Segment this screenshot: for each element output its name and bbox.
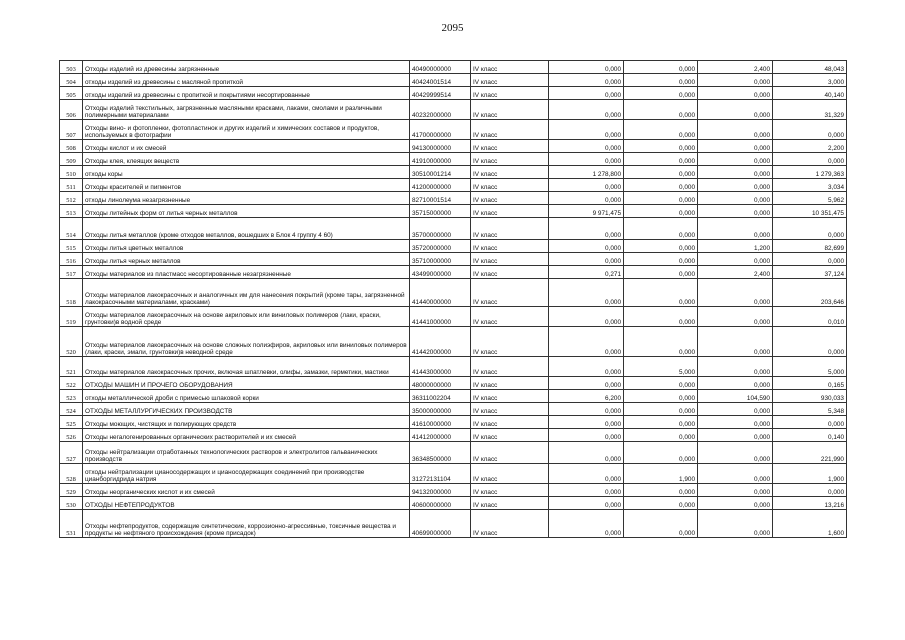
table-row (60, 416, 847, 429)
table-row (60, 253, 847, 266)
value-2: 0,000 (624, 61, 698, 74)
value-4: 1,900 (773, 464, 847, 484)
table-row (60, 429, 847, 442)
value-4: 3,000 (773, 74, 847, 87)
hazard-class: IV класс (471, 497, 549, 510)
value-4: 0,000 (773, 253, 847, 266)
waste-name: ОТХОДЫ МЕТАЛЛУРГИЧЕСКИХ ПРОИЗВОДСТВ (83, 403, 410, 416)
value-1: 0,000 (549, 416, 624, 429)
value-2: 0,000 (624, 510, 698, 538)
value-2: 1,900 (624, 464, 698, 484)
value-3: 0,000 (698, 497, 773, 510)
waste-code: 94132000000 (410, 484, 471, 497)
waste-name: Отходы литья цветных металлов (83, 240, 410, 253)
value-1: 0,000 (549, 240, 624, 253)
value-2: 0,000 (624, 416, 698, 429)
value-1: 0,000 (549, 403, 624, 416)
row-number: 523 (60, 390, 83, 403)
row-number: 511 (60, 179, 83, 192)
hazard-class: IV класс (471, 266, 549, 279)
value-4: 0,000 (773, 327, 847, 357)
hazard-class: IV класс (471, 240, 549, 253)
waste-name: Отходы изделий текстильных, загрязненные масляными красками, лаками, смолами и различными полимерными материалами (83, 100, 410, 120)
row-number: 524 (60, 403, 83, 416)
value-3: 104,590 (698, 390, 773, 403)
hazard-class: IV класс (471, 140, 549, 153)
row-number: 510 (60, 166, 83, 179)
value-2: 0,000 (624, 279, 698, 307)
value-4: 0,000 (773, 153, 847, 166)
row-number: 518 (60, 279, 83, 307)
hazard-class: IV класс (471, 484, 549, 497)
hazard-class: IV класс (471, 205, 549, 218)
value-1: 0,000 (549, 153, 624, 166)
value-3: 0,000 (698, 192, 773, 205)
value-3: 0,000 (698, 120, 773, 140)
hazard-class: IV класс (471, 416, 549, 429)
value-4: 221,990 (773, 442, 847, 464)
waste-name: Отходы литья черных металлов (83, 253, 410, 266)
waste-code: 94130000000 (410, 140, 471, 153)
hazard-class: IV класс (471, 153, 549, 166)
row-number: 509 (60, 153, 83, 166)
value-4: 37,124 (773, 266, 847, 279)
row-number: 521 (60, 357, 83, 377)
hazard-class: IV класс (471, 179, 549, 192)
value-2: 0,000 (624, 253, 698, 266)
value-1: 1 278,800 (549, 166, 624, 179)
row-number: 526 (60, 429, 83, 442)
value-4: 5,962 (773, 192, 847, 205)
table-row (60, 120, 847, 140)
value-3: 0,000 (698, 100, 773, 120)
waste-name: Отходы кислот и их смесей (83, 140, 410, 153)
value-4: 13,216 (773, 497, 847, 510)
waste-code: 41442000000 (410, 327, 471, 357)
table-row (60, 497, 847, 510)
waste-code: 41412000000 (410, 429, 471, 442)
waste-name: Отходы неорганических кислот и их смесей (83, 484, 410, 497)
value-2: 0,000 (624, 192, 698, 205)
value-2: 0,000 (624, 484, 698, 497)
hazard-class: IV класс (471, 307, 549, 327)
value-4: 0,000 (773, 218, 847, 240)
waste-code: 36348500000 (410, 442, 471, 464)
value-2: 0,000 (624, 100, 698, 120)
row-number: 512 (60, 192, 83, 205)
value-3: 0,000 (698, 510, 773, 538)
table-row (60, 484, 847, 497)
value-1: 0,271 (549, 266, 624, 279)
waste-code: 41443000000 (410, 357, 471, 377)
waste-code: 82710001514 (410, 192, 471, 205)
value-3: 0,000 (698, 205, 773, 218)
waste-code: 41441000000 (410, 307, 471, 327)
value-2: 0,000 (624, 218, 698, 240)
table-row (60, 140, 847, 153)
waste-name: Отходы вино- и фотопленки, фотопластинок и других изделий и химических составов и продуктов, используемых в фотографии (83, 120, 410, 140)
waste-name: Отходы материалов лакокрасочных прочих, включая шпатлевки, олифы, замазки, герметики, мастики (83, 357, 410, 377)
waste-code: 35720000000 (410, 240, 471, 253)
value-1: 0,000 (549, 510, 624, 538)
waste-name: отходы нейтрализации цианосодержащих и цианосодержащих соединений при производстве цианборгидрида натрия (83, 464, 410, 484)
waste-name: Отходы изделий из древесины загрязненные (83, 61, 410, 74)
value-1: 0,000 (549, 307, 624, 327)
value-3: 0,000 (698, 484, 773, 497)
waste-code: 41910000000 (410, 153, 471, 166)
hazard-class: IV класс (471, 279, 549, 307)
row-number: 525 (60, 416, 83, 429)
table-row (60, 464, 847, 484)
table-row (60, 74, 847, 87)
value-4: 40,140 (773, 87, 847, 100)
row-number: 506 (60, 100, 83, 120)
value-3: 2,400 (698, 266, 773, 279)
waste-code: 41200000000 (410, 179, 471, 192)
waste-name: ОТХОДЫ МАШИН И ПРОЧЕГО ОБОРУДОВАНИЯ (83, 377, 410, 390)
waste-code: 31272131104 (410, 464, 471, 484)
value-3: 0,000 (698, 327, 773, 357)
value-3: 0,000 (698, 464, 773, 484)
hazard-class: IV класс (471, 429, 549, 442)
row-number: 507 (60, 120, 83, 140)
value-2: 0,000 (624, 266, 698, 279)
table-row (60, 266, 847, 279)
value-4: 1,600 (773, 510, 847, 538)
hazard-class: IV класс (471, 327, 549, 357)
row-number: 513 (60, 205, 83, 218)
value-2: 0,000 (624, 307, 698, 327)
value-1: 0,000 (549, 484, 624, 497)
table-row (60, 442, 847, 464)
value-4: 48,043 (773, 61, 847, 74)
table-row (60, 357, 847, 377)
value-2: 0,000 (624, 87, 698, 100)
table-row (60, 179, 847, 192)
table-row (60, 218, 847, 240)
value-2: 0,000 (624, 179, 698, 192)
row-number: 508 (60, 140, 83, 153)
value-1: 0,000 (549, 464, 624, 484)
value-1: 0,000 (549, 61, 624, 74)
value-2: 0,000 (624, 153, 698, 166)
waste-code: 41700000000 (410, 120, 471, 140)
value-1: 0,000 (549, 120, 624, 140)
table-row (60, 166, 847, 179)
row-number: 529 (60, 484, 83, 497)
value-2: 0,000 (624, 377, 698, 390)
waste-name: Отходы красителей и пигментов (83, 179, 410, 192)
value-1: 0,000 (549, 179, 624, 192)
value-4: 203,646 (773, 279, 847, 307)
table-row (60, 307, 847, 327)
value-4: 82,699 (773, 240, 847, 253)
waste-registry-table (59, 60, 847, 538)
value-1: 9 971,475 (549, 205, 624, 218)
value-1: 0,000 (549, 377, 624, 390)
value-1: 0,000 (549, 253, 624, 266)
value-4: 0,000 (773, 120, 847, 140)
value-1: 0,000 (549, 87, 624, 100)
value-1: 0,000 (549, 429, 624, 442)
waste-code: 35000000000 (410, 403, 471, 416)
row-number: 516 (60, 253, 83, 266)
table-row (60, 205, 847, 218)
value-1: 0,000 (549, 279, 624, 307)
hazard-class: IV класс (471, 100, 549, 120)
waste-code: 30510001214 (410, 166, 471, 179)
waste-name: Отходы материалов лакокрасочных на основе акриловых или виниловых полимеров (лаки, краски, грунтовки)в водной среде (83, 307, 410, 327)
hazard-class: IV класс (471, 510, 549, 538)
value-2: 0,000 (624, 429, 698, 442)
row-number: 503 (60, 61, 83, 74)
hazard-class: IV класс (471, 357, 549, 377)
table-row (60, 377, 847, 390)
value-3: 0,000 (698, 416, 773, 429)
value-2: 0,000 (624, 166, 698, 179)
value-3: 0,000 (698, 166, 773, 179)
row-number: 531 (60, 510, 83, 538)
row-number: 528 (60, 464, 83, 484)
value-2: 0,000 (624, 497, 698, 510)
waste-name: Отходы негалогенированных органических растворителей и их смесей (83, 429, 410, 442)
value-3: 0,000 (698, 153, 773, 166)
value-2: 0,000 (624, 327, 698, 357)
value-3: 0,000 (698, 87, 773, 100)
waste-code: 36311002204 (410, 390, 471, 403)
waste-name: отходы изделий из древесины с пропиткой и покрытиями несортированные (83, 87, 410, 100)
value-3: 0,000 (698, 74, 773, 87)
value-3: 0,000 (698, 307, 773, 327)
hazard-class: IV класс (471, 464, 549, 484)
value-1: 0,000 (549, 140, 624, 153)
row-number: 514 (60, 218, 83, 240)
waste-code: 40490000000 (410, 61, 471, 74)
value-1: 0,000 (549, 218, 624, 240)
value-1: 0,000 (549, 357, 624, 377)
value-4: 5,000 (773, 357, 847, 377)
table-row (60, 327, 847, 357)
value-4: 2,200 (773, 140, 847, 153)
value-4: 930,033 (773, 390, 847, 403)
waste-code: 41610000000 (410, 416, 471, 429)
value-2: 0,000 (624, 390, 698, 403)
waste-name: Отходы моющих, чистящих и полирующих средств (83, 416, 410, 429)
waste-name: Отходы клея, клеящих веществ (83, 153, 410, 166)
waste-name: Отходы материалов из пластмасс несортированные незагрязненные (83, 266, 410, 279)
row-number: 530 (60, 497, 83, 510)
table-row (60, 510, 847, 538)
value-1: 0,000 (549, 100, 624, 120)
waste-code: 35700000000 (410, 218, 471, 240)
value-3: 1,200 (698, 240, 773, 253)
value-1: 0,000 (549, 192, 624, 205)
value-2: 5,000 (624, 357, 698, 377)
value-3: 0,000 (698, 218, 773, 240)
row-number: 520 (60, 327, 83, 357)
table-row (60, 403, 847, 416)
page-number: 2095 (441, 22, 464, 34)
value-3: 2,400 (698, 61, 773, 74)
hazard-class: IV класс (471, 74, 549, 87)
value-4: 1 279,363 (773, 166, 847, 179)
row-number: 522 (60, 377, 83, 390)
row-number: 505 (60, 87, 83, 100)
waste-name: Отходы литья металлов (кроме отходов металлов, вошедших в Блок 4 группу 4 60) (83, 218, 410, 240)
value-4: 0,010 (773, 307, 847, 327)
waste-code: 40699000000 (410, 510, 471, 538)
value-4: 31,329 (773, 100, 847, 120)
waste-code: 43499000000 (410, 266, 471, 279)
row-number: 515 (60, 240, 83, 253)
hazard-class: IV класс (471, 61, 549, 74)
waste-name: отходы коры (83, 166, 410, 179)
table-row (60, 390, 847, 403)
waste-name: Отходы нефтепродуктов, содержащие синтетические, коррозионно-агрессивные, токсичные вещества и продукты не нефтяного происхождения (кроме присадок) (83, 510, 410, 538)
table-row (60, 240, 847, 253)
value-3: 0,000 (698, 403, 773, 416)
waste-code: 40232000000 (410, 100, 471, 120)
value-3: 0,000 (698, 253, 773, 266)
value-4: 0,000 (773, 416, 847, 429)
waste-name: отходы металлической дроби с примесью шлаковой корки (83, 390, 410, 403)
hazard-class: IV класс (471, 442, 549, 464)
value-2: 0,000 (624, 140, 698, 153)
value-1: 0,000 (549, 497, 624, 510)
value-3: 0,000 (698, 140, 773, 153)
row-number: 527 (60, 442, 83, 464)
waste-code: 40600000000 (410, 497, 471, 510)
value-2: 0,000 (624, 205, 698, 218)
hazard-class: IV класс (471, 120, 549, 140)
waste-name: Отходы литейных форм от литья черных металлов (83, 205, 410, 218)
waste-code: 35715000000 (410, 205, 471, 218)
waste-name: ОТХОДЫ НЕФТЕПРОДУКТОВ (83, 497, 410, 510)
waste-code: 40429999514 (410, 87, 471, 100)
value-3: 0,000 (698, 442, 773, 464)
waste-code: 41440000000 (410, 279, 471, 307)
table-row (60, 153, 847, 166)
hazard-class: IV класс (471, 390, 549, 403)
hazard-class: IV класс (471, 87, 549, 100)
waste-code: 40424001514 (410, 74, 471, 87)
value-1: 6,200 (549, 390, 624, 403)
waste-name: отходы изделий из древесины с масляной пропиткой (83, 74, 410, 87)
hazard-class: IV класс (471, 403, 549, 416)
row-number: 517 (60, 266, 83, 279)
table-row (60, 192, 847, 205)
value-4: 5,348 (773, 403, 847, 416)
waste-name: отходы линолеума незагрязненные (83, 192, 410, 205)
waste-name: Отходы материалов лакокрасочных на основе сложных полиэфиров, акриловых или виниловых полимеров (лаки, краски, эмали, грунтовки)в неводной среде (83, 327, 410, 357)
value-2: 0,000 (624, 74, 698, 87)
value-1: 0,000 (549, 442, 624, 464)
value-2: 0,000 (624, 403, 698, 416)
row-number: 504 (60, 74, 83, 87)
value-2: 0,000 (624, 240, 698, 253)
value-3: 0,000 (698, 357, 773, 377)
table-row (60, 87, 847, 100)
waste-name: Отходы нейтрализации отработанных технологических растворов и электролитов гальванических производств (83, 442, 410, 464)
table-row (60, 100, 847, 120)
table-row (60, 61, 847, 74)
value-3: 0,000 (698, 279, 773, 307)
hazard-class: IV класс (471, 218, 549, 240)
value-2: 0,000 (624, 442, 698, 464)
value-1: 0,000 (549, 327, 624, 357)
hazard-class: IV класс (471, 253, 549, 266)
value-3: 0,000 (698, 377, 773, 390)
value-3: 0,000 (698, 179, 773, 192)
table-body (60, 61, 847, 538)
value-4: 3,034 (773, 179, 847, 192)
value-4: 0,140 (773, 429, 847, 442)
value-4: 10 351,475 (773, 205, 847, 218)
value-4: 0,000 (773, 484, 847, 497)
value-4: 0,165 (773, 377, 847, 390)
waste-code: 48000000000 (410, 377, 471, 390)
hazard-class: IV класс (471, 377, 549, 390)
waste-code: 35710000000 (410, 253, 471, 266)
hazard-class: IV класс (471, 166, 549, 179)
table-row (60, 279, 847, 307)
value-1: 0,000 (549, 74, 624, 87)
value-3: 0,000 (698, 429, 773, 442)
hazard-class: IV класс (471, 192, 549, 205)
waste-name: Отходы материалов лакокрасочных и аналогичных им для нанесения покрытий (кроме тары, загрязненной лакокрасочными материалами, красками) (83, 279, 410, 307)
value-2: 0,000 (624, 120, 698, 140)
row-number: 519 (60, 307, 83, 327)
